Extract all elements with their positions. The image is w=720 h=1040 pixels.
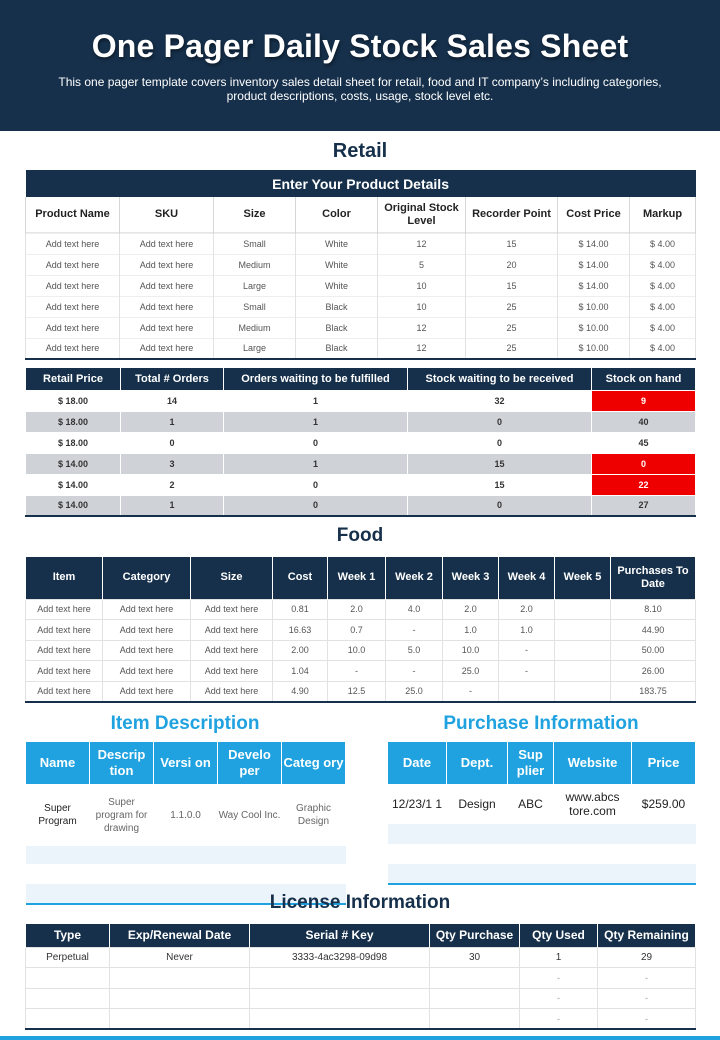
stock-row [26, 432, 696, 453]
stock-cell: 32 [408, 390, 592, 411]
stock-cell: 0 [224, 432, 408, 453]
retail-cell: 25 [466, 296, 558, 317]
food-cell: 5.0 [386, 640, 443, 661]
purchase-cell: www.abcs tore.com [554, 784, 632, 824]
retail-cell: $ 4.00 [630, 275, 696, 296]
license-table [25, 924, 696, 1030]
stock-cell: 0 [408, 495, 592, 516]
retail-row [26, 338, 696, 359]
retail-cell: Black [296, 317, 378, 338]
retail-row [26, 254, 696, 275]
food-cell: 26.00 [611, 661, 696, 682]
item-col-header: Develo per [218, 742, 282, 784]
food-cell: - [328, 661, 386, 682]
food-cell: Add text here [103, 661, 191, 682]
license-cell [250, 968, 430, 989]
food-col-header: Cost [273, 557, 328, 599]
stock-cell: $ 18.00 [26, 411, 121, 432]
food-row [26, 661, 696, 682]
food-col-header: Week 5 [555, 557, 611, 599]
license-cell [430, 968, 520, 989]
food-cell: Add text here [103, 620, 191, 641]
food-cell: 2.0 [328, 599, 386, 620]
retail-cell: 15 [466, 233, 558, 254]
stock-cell: 0 [592, 453, 696, 474]
page-title: One Pager Daily Stock Sales Sheet [91, 28, 629, 64]
stock-cell: $ 14.00 [26, 474, 121, 495]
retail-cell: Add text here [26, 296, 120, 317]
food-col-header: Week 1 [328, 557, 386, 599]
page-header [0, 0, 720, 131]
item-col-header: Name [26, 742, 90, 784]
retail-product-table [25, 170, 696, 360]
food-cell [555, 661, 611, 682]
license-cell [26, 968, 110, 989]
food-col-header: Category [103, 557, 191, 599]
food-cell: 2.00 [273, 640, 328, 661]
purchase-col-header: Sup plier [508, 742, 554, 784]
stock-cell: 15 [408, 474, 592, 495]
retail-cell: Add text here [26, 254, 120, 275]
stock-col-header: Retail Price [26, 368, 121, 390]
food-cell: - [499, 640, 555, 661]
food-cell: 1.0 [499, 620, 555, 641]
food-cell: 183.75 [611, 681, 696, 702]
food-row [26, 640, 696, 661]
stock-col-header: Orders waiting to be fulfilled [224, 368, 408, 390]
empty-row [388, 824, 696, 844]
stock-cell: 0 [121, 432, 224, 453]
license-cell [430, 988, 520, 1009]
license-cell [26, 1009, 110, 1030]
retail-cell: Add text here [26, 317, 120, 338]
food-cell: 0.7 [328, 620, 386, 641]
retail-cell: Add text here [26, 275, 120, 296]
retail-cell: $ 10.00 [558, 317, 630, 338]
retail-cell: White [296, 254, 378, 275]
retail-row [26, 275, 696, 296]
stock-cell: 3 [121, 453, 224, 474]
food-cell: 2.0 [443, 599, 499, 620]
subtitle-line-2: product descriptions, costs, usage, stock level etc. [226, 89, 494, 103]
item-cell: Super Program [26, 784, 90, 846]
retail-cell: Add text here [120, 296, 214, 317]
retail-cell: 25 [466, 317, 558, 338]
food-cell: 16.63 [273, 620, 328, 641]
food-col-header: Week 3 [443, 557, 499, 599]
license-cell: 1 [520, 947, 598, 968]
purchase-information-table [387, 742, 696, 885]
stock-cell: 45 [592, 432, 696, 453]
stock-cell: 9 [592, 390, 696, 411]
item-cell: Graphic Design [282, 784, 346, 846]
purchase-col-header: Price [632, 742, 696, 784]
retail-cell: Add text here [120, 317, 214, 338]
food-cell [555, 640, 611, 661]
retail-cell: $ 4.00 [630, 317, 696, 338]
license-cell: - [520, 988, 598, 1009]
stock-cell: $ 14.00 [26, 495, 121, 516]
food-cell: Add text here [26, 681, 103, 702]
retail-cell: Add text here [120, 254, 214, 275]
item-col-header: Versi on [154, 742, 218, 784]
food-cell: Add text here [191, 620, 273, 641]
stock-cell: 0 [224, 474, 408, 495]
stock-cell: 15 [408, 453, 592, 474]
retail-cell: 12 [378, 317, 466, 338]
food-cell: - [499, 661, 555, 682]
retail-col-header: Markup [630, 197, 696, 233]
license-row [26, 1009, 696, 1030]
food-cell: 1.0 [443, 620, 499, 641]
stock-cell: 1 [121, 495, 224, 516]
retail-cell: 12 [378, 233, 466, 254]
food-col-header: Item [26, 557, 103, 599]
retail-cell: 5 [378, 254, 466, 275]
food-cell: 4.90 [273, 681, 328, 702]
stock-row [26, 390, 696, 411]
item-description-title: Item Description [110, 713, 260, 734]
empty-row [26, 864, 346, 884]
food-cell: Add text here [191, 661, 273, 682]
food-cell: 25.0 [443, 661, 499, 682]
stock-cell: 22 [592, 474, 696, 495]
stock-cell: $ 18.00 [26, 390, 121, 411]
stock-row [26, 495, 696, 516]
retail-cell: $ 14.00 [558, 233, 630, 254]
purchase-cell: 12/23/1 1 [388, 784, 447, 824]
license-cell: - [520, 968, 598, 989]
stock-cell: $ 14.00 [26, 453, 121, 474]
food-col-header: Size [191, 557, 273, 599]
retail-col-header: Product Name [26, 197, 120, 233]
food-cell: Add text here [103, 681, 191, 702]
retail-cell: 12 [378, 338, 466, 359]
item-cell: 1.1.0.0 [154, 784, 218, 846]
purchase-cell: ABC [508, 784, 554, 824]
retail-row [26, 296, 696, 317]
stock-cell: 1 [224, 390, 408, 411]
food-cell: Add text here [26, 599, 103, 620]
retail-cell: Small [214, 233, 296, 254]
purchase-information-title: Purchase Information [443, 713, 639, 734]
food-cell: Add text here [103, 640, 191, 661]
retail-col-header: Recorder Point [466, 197, 558, 233]
food-cell: 50.00 [611, 640, 696, 661]
food-cell: Add text here [26, 640, 103, 661]
retail-cell: $ 4.00 [630, 254, 696, 275]
stock-col-header: Stock waiting to be received [408, 368, 592, 390]
food-section-title: Food [336, 525, 384, 546]
stock-cell: 0 [408, 432, 592, 453]
retail-cell: Add text here [120, 275, 214, 296]
retail-col-header: SKU [120, 197, 214, 233]
stock-col-header: Total # Orders [121, 368, 224, 390]
license-col-header: Qty Purchase [430, 924, 520, 947]
food-col-header: Week 4 [499, 557, 555, 599]
food-cell: Add text here [26, 620, 103, 641]
food-cell [555, 620, 611, 641]
item-cell: Way Cool Inc. [218, 784, 282, 846]
retail-cell: Add text here [26, 338, 120, 359]
retail-cell: $ 14.00 [558, 254, 630, 275]
retail-col-header: Size [214, 197, 296, 233]
retail-cell: Medium [214, 317, 296, 338]
stock-cell: 14 [121, 390, 224, 411]
retail-cell: 20 [466, 254, 558, 275]
license-col-header: Qty Used [520, 924, 598, 947]
food-cell: 44.90 [611, 620, 696, 641]
license-cell [26, 988, 110, 1009]
retail-cell: White [296, 275, 378, 296]
retail-row [26, 233, 696, 254]
retail-cell: Large [214, 338, 296, 359]
stock-row [26, 411, 696, 432]
food-cell: 12.5 [328, 681, 386, 702]
stock-cell: 40 [592, 411, 696, 432]
license-cell: - [520, 1009, 598, 1030]
retail-cell: Medium [214, 254, 296, 275]
license-cell [430, 1009, 520, 1030]
food-cell [555, 599, 611, 620]
license-col-header: Exp/Renewal Date [110, 924, 250, 947]
food-cell: Add text here [191, 599, 273, 620]
retail-cell: Large [214, 275, 296, 296]
retail-table-caption: Enter Your Product Details [26, 170, 696, 197]
stock-cell: 2 [121, 474, 224, 495]
retail-section-title: Retail [332, 140, 388, 162]
stock-cell: 0 [408, 411, 592, 432]
food-cell: 10.0 [443, 640, 499, 661]
license-cell: Never [110, 947, 250, 968]
stock-col-header: Stock on hand [592, 368, 696, 390]
retail-cell: Add text here [26, 233, 120, 254]
license-cell [110, 1009, 250, 1030]
retail-cell: $ 4.00 [630, 338, 696, 359]
food-table [25, 557, 696, 703]
food-cell: 8.10 [611, 599, 696, 620]
license-cell: 30 [430, 947, 520, 968]
license-cell: 29 [598, 947, 696, 968]
license-section-title: License Information [269, 892, 451, 913]
retail-cell: Add text here [120, 233, 214, 254]
license-col-header: Type [26, 924, 110, 947]
license-col-header: Serial # Key [250, 924, 430, 947]
subtitle-line-1: This one pager template covers inventory sales detail sheet for retail, food and IT company’s including categories, [58, 75, 662, 89]
stock-status-table [25, 368, 696, 517]
license-cell: 3333-4ac3298-09d98 [250, 947, 430, 968]
license-cell [110, 988, 250, 1009]
item-description-table [25, 742, 346, 905]
retail-cell: Small [214, 296, 296, 317]
food-cell: - [443, 681, 499, 702]
license-col-header: Qty Remaining [598, 924, 696, 947]
purchase-col-header: Website [554, 742, 632, 784]
item-col-header: Descrip tion [90, 742, 154, 784]
license-row [26, 988, 696, 1009]
food-cell: 0.81 [273, 599, 328, 620]
empty-row [388, 844, 696, 864]
empty-row [26, 846, 346, 864]
stock-cell: 27 [592, 495, 696, 516]
food-cell: 10.0 [328, 640, 386, 661]
retail-col-header: Color [296, 197, 378, 233]
license-cell [250, 1009, 430, 1030]
food-col-header: Week 2 [386, 557, 443, 599]
license-row [26, 947, 696, 968]
food-row [26, 681, 696, 702]
food-cell: 4.0 [386, 599, 443, 620]
retail-col-header: Original Stock Level [378, 197, 466, 233]
food-row [26, 599, 696, 620]
retail-cell: $ 14.00 [558, 275, 630, 296]
retail-cell: Add text here [120, 338, 214, 359]
retail-cell: $ 4.00 [630, 233, 696, 254]
food-cell [499, 681, 555, 702]
license-cell: Perpetual [26, 947, 110, 968]
license-row [26, 968, 696, 989]
retail-cell: $ 10.00 [558, 338, 630, 359]
footer-accent-bar [0, 1036, 720, 1040]
retail-cell: Black [296, 296, 378, 317]
food-cell: Add text here [191, 640, 273, 661]
retail-row [26, 317, 696, 338]
item-col-header: Categ ory [282, 742, 346, 784]
page-subtitle [40, 75, 680, 103]
stock-cell: $ 18.00 [26, 432, 121, 453]
retail-cell: 10 [378, 296, 466, 317]
item-cell: Super program for drawing [90, 784, 154, 846]
retail-cell: 15 [466, 275, 558, 296]
stock-cell: 1 [224, 453, 408, 474]
purchase-cell: $259.00 [632, 784, 696, 824]
retail-col-header: Cost Price [558, 197, 630, 233]
license-cell [110, 968, 250, 989]
purchase-cell: Design [447, 784, 508, 824]
stock-row [26, 474, 696, 495]
food-cell: 25.0 [386, 681, 443, 702]
license-cell: - [598, 988, 696, 1009]
retail-cell: $ 10.00 [558, 296, 630, 317]
purchase-col-header: Dept. [447, 742, 508, 784]
food-cell: 1.04 [273, 661, 328, 682]
retail-cell: Black [296, 338, 378, 359]
empty-row [388, 864, 696, 884]
food-cell: Add text here [26, 661, 103, 682]
license-cell [250, 988, 430, 1009]
food-cell [555, 681, 611, 702]
license-cell: - [598, 1009, 696, 1030]
stock-cell: 1 [121, 411, 224, 432]
retail-cell: White [296, 233, 378, 254]
retail-cell: 25 [466, 338, 558, 359]
food-cell: Add text here [191, 681, 273, 702]
retail-cell: $ 4.00 [630, 296, 696, 317]
food-cell: - [386, 620, 443, 641]
stock-row [26, 453, 696, 474]
stock-cell: 0 [224, 495, 408, 516]
food-col-header: Purchases To Date [611, 557, 696, 599]
retail-cell: 10 [378, 275, 466, 296]
food-cell: - [386, 661, 443, 682]
license-cell: - [598, 968, 696, 989]
food-cell: Add text here [103, 599, 191, 620]
stock-cell: 1 [224, 411, 408, 432]
purchase-col-header: Date [388, 742, 447, 784]
food-row [26, 620, 696, 641]
food-cell: 2.0 [499, 599, 555, 620]
